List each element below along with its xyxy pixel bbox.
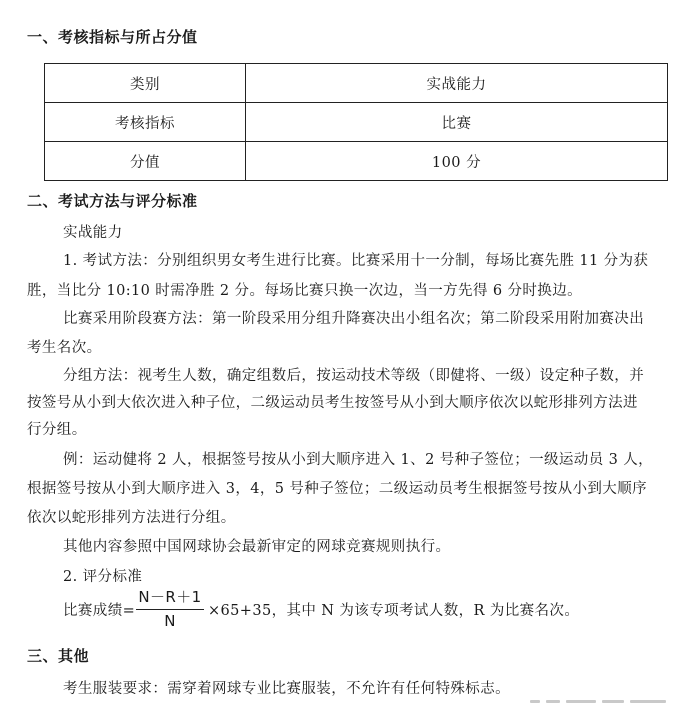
paragraph-line: 考生服装要求：需穿着网球专业比赛服装，不允许有任何特殊标志。 [63,681,510,697]
paragraph-line: 行分组。 [27,422,87,438]
table-row [45,103,668,142]
table-cell: 实战能力 [246,64,668,103]
formula-denominator: N [164,612,176,631]
paragraph-line: 分组方法：视考生人数，确定组数后，按运动技术等级（即健将、一级）设定种子数，并 [63,368,645,384]
table-row [45,142,668,181]
scoring-standard-label: 2. 评分标准 [63,569,143,585]
paragraph-line: 按签号从小到大依次进入种子位，二级运动员考生按签号从小到大顺序依次以蛇形排列方法进 [27,395,638,411]
section-title-3: 三、其他 [27,647,90,665]
paragraph-line: 其他内容参照中国网球协会最新审定的网球竞赛规则执行。 [63,539,451,555]
watermark [530,697,670,706]
formula-tail: ×65+35，其中 N 为该专项考试人数，R 为比赛名次。 [208,603,580,619]
formula-numerator: N－R＋1 [138,588,202,606]
table-cell: 比赛 [246,103,668,142]
fraction-bar [136,609,204,610]
paragraph-line: 考生名次。 [27,340,102,356]
paragraph-line: 根据签号按从小到大顺序进入 3，4，5 号种子签位；二级运动员考生根据签号按从小到大顺序 [27,481,647,497]
section-title-2: 二、考试方法与评分标准 [27,192,198,210]
section-title-1: 一、考核指标与所占分值 [27,28,198,46]
table-cell: 类别 [45,64,246,103]
paragraph-line: 胜，当比分 10:10 时需净胜 2 分。每场比赛只换一次边，当一方先得 6 分时换边。 [27,283,582,299]
subtitle: 实战能力 [63,225,123,241]
table-cell: 考核指标 [45,103,246,142]
table-cell: 分值 [45,142,246,181]
table-row [45,64,668,103]
paragraph-line: 例：运动健将 2 人，根据签号按从小到大顺序进入 1、2 号种子签位；一级运动员 3 人， [63,452,654,468]
table-cell: 100 分 [246,142,668,181]
paragraph-line: 比赛采用阶段赛方法：第一阶段采用分组升降赛决出小组名次；第二阶段采用附加赛决出 [63,311,645,327]
formula-fraction [134,588,206,631]
paragraph-line: 1. 考试方法：分别组织男女考生进行比赛。比赛采用十一分制，每场比赛先胜 11 分为获 [63,253,649,269]
paragraph-line: 依次以蛇形排列方法进行分组。 [27,510,236,526]
assessment-table [44,63,668,181]
formula-lead: 比赛成绩= [63,603,136,619]
